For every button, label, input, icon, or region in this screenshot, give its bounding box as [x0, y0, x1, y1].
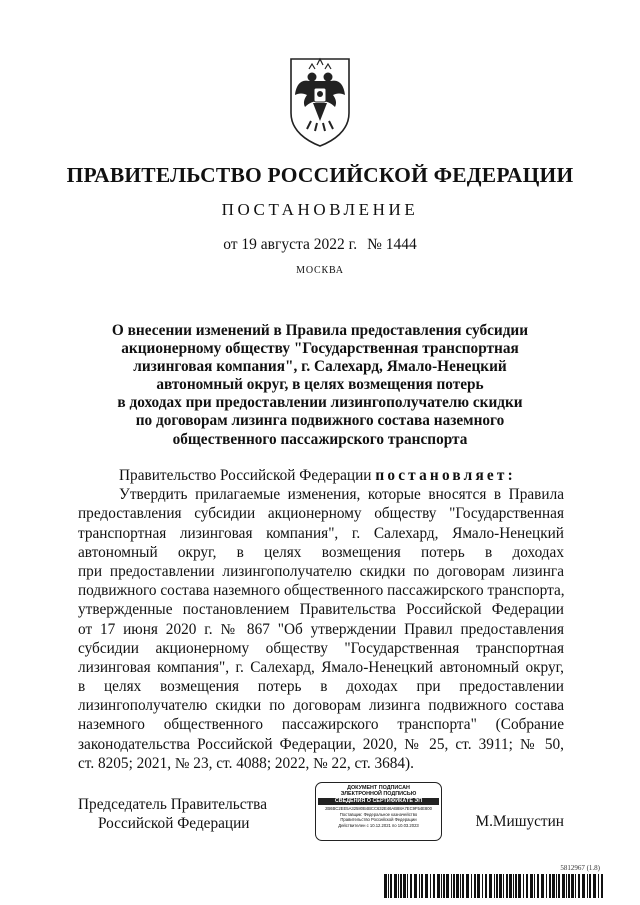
body-line: лизинговая компания", г. Салехард, Ямало-Ненецкий автономный округ,: [78, 658, 564, 676]
coat-of-arms-emblem-icon: [287, 55, 353, 149]
heading-line: акционерному обществу "Государственная транспортная: [121, 340, 519, 358]
stamp-cert: 2B6BC2EE5A32580B4BCC632E46AB88A7EC9F54E800: [325, 806, 432, 812]
document-city: МОСКВА: [296, 265, 344, 276]
stamp-title: [316, 785, 441, 797]
body-line: предоставления субсидии акционерному обществу "Государственная: [78, 505, 564, 523]
body-line: Утвердить прилагаемые изменения, которые вносятся в Правила: [119, 486, 564, 504]
document-date: от 19 августа 2022 г.: [223, 236, 358, 253]
body-line: ст. 8205; 2021, № 23, ст. 4088; 2022, № 22, ст. 3684).: [78, 754, 414, 772]
position-line: Российской Федерации: [98, 815, 250, 832]
preamble-text: Правительство Российской Федерации: [119, 467, 376, 484]
preamble: [78, 466, 564, 485]
stamp-owner: Правительство Российской Федерации: [340, 817, 417, 823]
resolve-word: постановляет:: [375, 467, 516, 484]
position-line: Председатель Правительства: [78, 796, 267, 813]
body-line: законодательства Российской Федерации, 2020, № 25, ст. 3911; № 50,: [78, 735, 564, 753]
document-number: № 1444: [367, 236, 417, 253]
document-type: ПОСТАНОВЛЕНИЕ: [221, 200, 419, 219]
document-heading: [95, 322, 545, 449]
electronic-signature-stamp: [315, 782, 442, 841]
heading-line: общественного пассажирского транспорта: [172, 430, 468, 448]
heading-line: по договорам лизинга подвижного состава наземного: [135, 412, 505, 430]
document-code: 5812967 (1.8): [560, 864, 600, 872]
body-line: от 17 июня 2020 г. № 867 "Об утверждении Правил предоставления: [78, 620, 564, 638]
barcode-icon: [384, 874, 606, 898]
stamp-title-line: ЭЛЕКТРОННОЙ ПОДПИСЬЮ: [340, 791, 417, 798]
heading-line: в доходах при предоставлении лизингополучателю скидки: [117, 394, 523, 412]
body-line: автономный округ, в целях возмещения потерь в доходах: [78, 543, 564, 561]
signatory-position: [78, 795, 267, 833]
document-body: [78, 466, 564, 773]
body-line: при предоставлении лизингополучателю скидки по договорам лизинга: [78, 562, 564, 580]
document-date-line: [0, 236, 640, 254]
body-line: в целях возмещения потерь в доходах при предоставлении: [78, 678, 564, 696]
body-line: лизингополучателю скидки по договорам лизинга подвижного состава: [78, 697, 564, 715]
stamp-owner-label: Поставщик: Федеральное казначейство: [339, 811, 418, 817]
body-line: наземного общественного пассажирского транспорта" (Собрание: [78, 716, 564, 734]
body-line: субсидии акционерному обществу "Государственная транспортная: [78, 639, 564, 657]
stamp-title-line: ДОКУМЕНТ ПОДПИСАН: [347, 785, 410, 791]
stamp-band: СВЕДЕНИЯ О СЕРТИФИКАТЕ ЭП: [318, 798, 439, 805]
body-line: подвижного состава наземного общественного пассажирского транспорта,: [78, 582, 565, 600]
body-line: утвержденные постановлением Правительства Российской Федерации: [78, 601, 564, 619]
government-title: ПРАВИТЕЛЬСТВО РОССИЙСКОЙ ФЕДЕРАЦИИ: [66, 163, 574, 187]
heading-line: автономный округ, в целях возмещения потерь: [156, 376, 484, 394]
signatory-name: М.Мишустин: [475, 813, 564, 830]
heading-line: лизинговая компания", г. Салехард, Ямало-Ненецкий: [133, 358, 507, 376]
stamp-validity: Действителен с 10.12.2021 по 10.03.2023: [338, 822, 419, 828]
heading-line: О внесении изменений в Правила предоставления субсидии: [111, 322, 529, 339]
body-line: транспортная лизинговая компания", г. Салехард, Ямало-Ненецкий: [78, 524, 564, 542]
